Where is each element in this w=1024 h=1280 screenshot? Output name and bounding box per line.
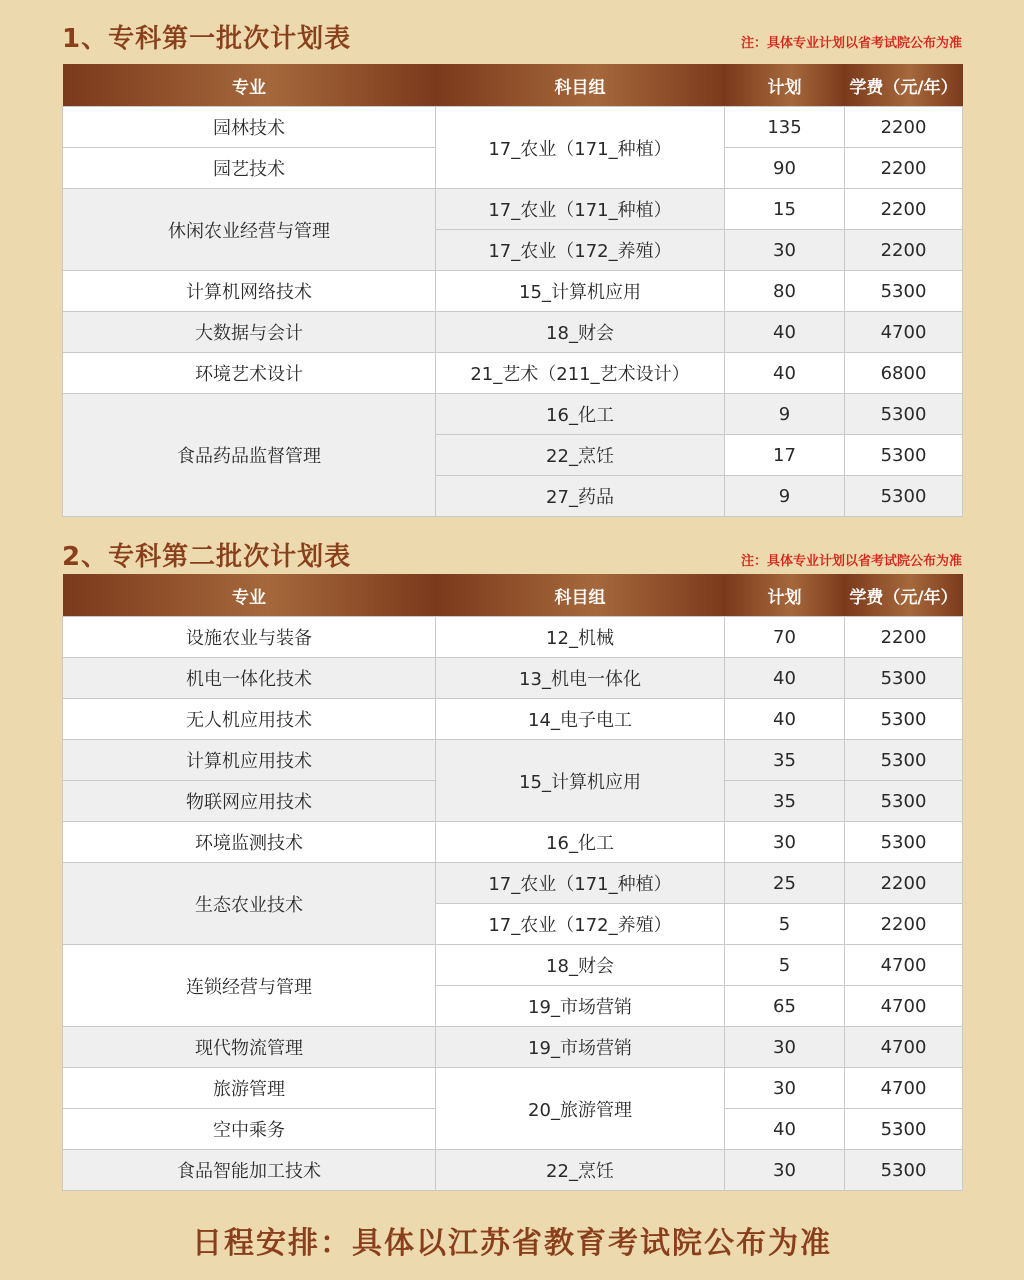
fee-cell: 2200	[845, 148, 963, 189]
section2-note: 注：具体专业计划以省考试院公布为准	[740, 554, 962, 569]
plan-cell: 40	[725, 699, 845, 740]
group-cell: 17_农业（171_种植）	[436, 107, 725, 189]
major-cell: 休闲农业经营与管理	[63, 189, 436, 271]
table-row	[63, 617, 963, 658]
table-row	[63, 271, 963, 312]
major-cell: 现代物流管理	[63, 1027, 436, 1068]
section1-title: 1、专科第一批次计划表	[62, 24, 352, 54]
fee-cell: 5300	[845, 740, 963, 781]
fee-cell: 5300	[845, 781, 963, 822]
fee-cell: 2200	[845, 863, 963, 904]
table-row	[63, 658, 963, 699]
fee-cell: 2200	[845, 230, 963, 271]
table-row	[63, 863, 963, 904]
plan-table-batch1	[62, 64, 963, 517]
group-cell: 17_农业（172_养殖）	[436, 904, 725, 945]
plan-cell: 40	[725, 1109, 845, 1150]
plan-cell: 90	[725, 148, 845, 189]
table-row	[63, 945, 963, 986]
major-cell: 食品智能加工技术	[63, 1150, 436, 1191]
table-row	[63, 1027, 963, 1068]
table-row	[63, 353, 963, 394]
header-group: 科目组	[436, 574, 725, 617]
plan-cell: 5	[725, 904, 845, 945]
group-cell: 18_财会	[436, 312, 725, 353]
group-cell: 17_农业（171_种植）	[436, 189, 725, 230]
group-cell: 18_财会	[436, 945, 725, 986]
fee-cell: 5300	[845, 476, 963, 517]
fee-cell: 6800	[845, 353, 963, 394]
major-cell: 食品药品监督管理	[63, 394, 436, 517]
major-cell: 园林技术	[63, 107, 436, 148]
header-group: 科目组	[436, 64, 725, 107]
fee-cell: 2200	[845, 189, 963, 230]
group-cell: 20_旅游管理	[436, 1068, 725, 1150]
plan-cell: 40	[725, 312, 845, 353]
plan-cell: 17	[725, 435, 845, 476]
section1-note: 注：具体专业计划以省考试院公布为准	[740, 36, 962, 51]
table-row	[63, 822, 963, 863]
major-cell: 生态农业技术	[63, 863, 436, 945]
fee-cell: 5300	[845, 1150, 963, 1191]
plan-cell: 35	[725, 740, 845, 781]
plan-cell: 5	[725, 945, 845, 986]
fee-cell: 2200	[845, 904, 963, 945]
group-cell: 17_农业（171_种植）	[436, 863, 725, 904]
fee-cell: 5300	[845, 658, 963, 699]
group-cell: 27_药品	[436, 476, 725, 517]
schedule-footer: 日程安排：具体以江苏省教育考试院公布为准	[192, 1226, 832, 1261]
group-cell: 15_计算机应用	[436, 271, 725, 312]
plan-cell: 80	[725, 271, 845, 312]
group-cell: 22_烹饪	[436, 435, 725, 476]
plan-cell: 9	[725, 394, 845, 435]
header-major: 专业	[63, 574, 436, 617]
header-plan: 计划	[725, 574, 845, 617]
plan-cell: 135	[725, 107, 845, 148]
major-cell: 连锁经营与管理	[63, 945, 436, 1027]
header-major: 专业	[63, 64, 436, 107]
major-cell: 计算机网络技术	[63, 271, 436, 312]
major-cell: 环境艺术设计	[63, 353, 436, 394]
table-row	[63, 740, 963, 781]
group-cell: 12_机械	[436, 617, 725, 658]
fee-cell: 5300	[845, 822, 963, 863]
fee-cell: 4700	[845, 986, 963, 1027]
table-row	[63, 1068, 963, 1109]
major-cell: 物联网应用技术	[63, 781, 436, 822]
fee-cell: 5300	[845, 1109, 963, 1150]
major-cell: 环境监测技术	[63, 822, 436, 863]
section2-title: 2、专科第二批次计划表	[62, 542, 352, 572]
table-row	[63, 699, 963, 740]
plan-cell: 65	[725, 986, 845, 1027]
plan-cell: 30	[725, 822, 845, 863]
table-row	[63, 189, 963, 230]
fee-cell: 4700	[845, 1027, 963, 1068]
fee-cell: 5300	[845, 271, 963, 312]
group-cell: 13_机电一体化	[436, 658, 725, 699]
header-plan: 计划	[725, 64, 845, 107]
group-cell: 16_化工	[436, 394, 725, 435]
fee-cell: 4700	[845, 945, 963, 986]
plan-cell: 70	[725, 617, 845, 658]
major-cell: 旅游管理	[63, 1068, 436, 1109]
plan-cell: 35	[725, 781, 845, 822]
fee-cell: 2200	[845, 107, 963, 148]
table-row	[63, 394, 963, 435]
plan-cell: 15	[725, 189, 845, 230]
plan-cell: 40	[725, 658, 845, 699]
major-cell: 大数据与会计	[63, 312, 436, 353]
group-cell: 15_计算机应用	[436, 740, 725, 822]
plan-cell: 30	[725, 1150, 845, 1191]
group-cell: 16_化工	[436, 822, 725, 863]
header-fee: 学费（元/年）	[845, 64, 963, 107]
major-cell: 计算机应用技术	[63, 740, 436, 781]
header-fee: 学费（元/年）	[845, 574, 963, 617]
major-cell: 设施农业与装备	[63, 617, 436, 658]
fee-cell: 5300	[845, 699, 963, 740]
fee-cell: 4700	[845, 312, 963, 353]
table-row	[63, 312, 963, 353]
group-cell: 17_农业（172_养殖）	[436, 230, 725, 271]
group-cell: 19_市场营销	[436, 986, 725, 1027]
table-row	[63, 1150, 963, 1191]
plan-cell: 25	[725, 863, 845, 904]
group-cell: 22_烹饪	[436, 1150, 725, 1191]
plan-table-batch2	[62, 574, 963, 1191]
plan-cell: 40	[725, 353, 845, 394]
major-cell: 机电一体化技术	[63, 658, 436, 699]
fee-cell: 5300	[845, 435, 963, 476]
plan-cell: 30	[725, 1027, 845, 1068]
plan-cell: 30	[725, 230, 845, 271]
plan-cell: 9	[725, 476, 845, 517]
fee-cell: 4700	[845, 1068, 963, 1109]
fee-cell: 5300	[845, 394, 963, 435]
group-cell: 21_艺术（211_艺术设计）	[436, 353, 725, 394]
fee-cell: 2200	[845, 617, 963, 658]
major-cell: 园艺技术	[63, 148, 436, 189]
group-cell: 14_电子电工	[436, 699, 725, 740]
group-cell: 19_市场营销	[436, 1027, 725, 1068]
plan-cell: 30	[725, 1068, 845, 1109]
major-cell: 空中乘务	[63, 1109, 436, 1150]
major-cell: 无人机应用技术	[63, 699, 436, 740]
table-row	[63, 107, 963, 148]
